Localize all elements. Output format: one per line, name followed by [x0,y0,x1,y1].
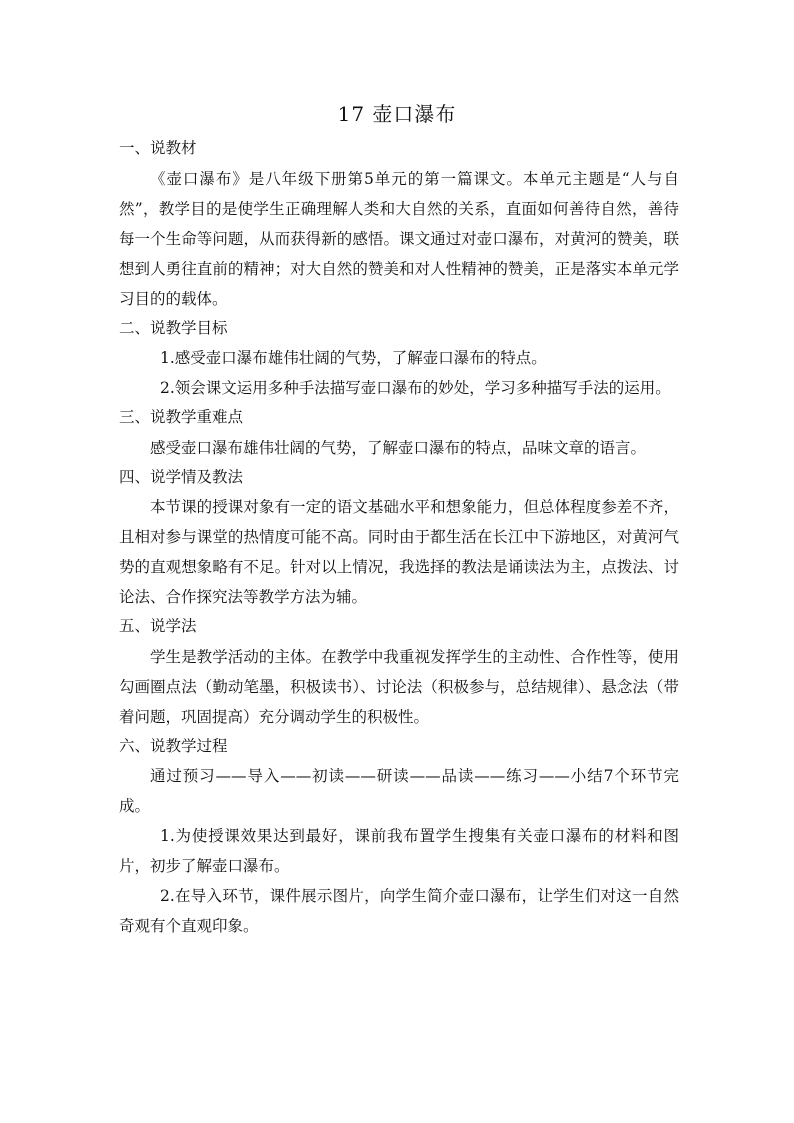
objective-item: 1.感受壶口瀑布雄伟壮阔的气势，了解壶口瀑布的特点。 [160,349,547,367]
section-teaching-objectives [119,314,679,404]
section-heading: 四、说学情及教法 [119,467,244,486]
section-paragraph: 《壶口瀑布》是八年级下册第5单元的第一篇课文。本单元主题是“人与自然”，教学目的是使学生正确理解人类和大自然的关系，直面如何善待自然，善待每一个生命等问题，从而获得新的感悟。课文通过对壶口瀑布，对黄河的赞美，联想到人勇往直前的精神；对大自然的赞美和对人性精神的赞美，正是落实本单元学习目的的载体。 [119,169,679,308]
document-body [119,134,679,941]
section-heading: 三、说教学重难点 [119,408,244,426]
section-paragraph: 通过预习——导入——初读——研读——品读——练习——小结7个环节完成。 [119,767,679,815]
section-teaching-process [119,732,679,942]
section-heading: 二、说教学目标 [119,318,228,337]
section-key-points [119,403,679,463]
objective-item: 2.领会课文运用多种手法描写壶口瀑布的妙处，学习多种描写手法的运用。 [160,379,671,397]
section-heading: 五、说学法 [119,617,197,635]
process-item: 1.为使授课效果达到最好，课前我布置学生搜集有关壶口瀑布的材料和图片，初步了解壶口瀑布。 [119,827,679,875]
section-heading: 六、说教学过程 [119,736,228,755]
process-item: 2.在导入环节，课件展示图片，向学生简介壶口瀑布，让学生们对这一自然奇观有个直观印象。 [119,887,679,935]
section-paragraph: 学生是教学活动的主体。在教学中我重视发挥学生的主动性、合作性等，使用勾画圈点法（勤动笔墨，积极读书）、讨论法（积极参与，总结规律）、悬念法（带着问题，巩固提高）充分调动学生的积极性。 [119,647,679,726]
section-paragraph: 本节课的授课对象有一定的语文基础水平和想象能力，但总体程度参差不齐，且相对参与课堂的热情度可能不高。同时由于都生活在长江中下游地区，对黄河气势的直观想象略有不足。针对以上情况，我选择的教法是诵读法为主，点拨法、讨论法、合作探究法等教学方法为辅。 [119,498,679,606]
section-paragraph: 感受壶口瀑布雄伟壮阔的气势，了解壶口瀑布的特点，品味文章的语言。 [150,438,647,457]
section-student-analysis [119,463,679,613]
section-heading: 一、说教材 [119,139,197,157]
section-teaching-material [119,134,679,314]
document-title: 17 壶口瀑布 [337,102,457,126]
section-learning-methods [119,612,679,732]
